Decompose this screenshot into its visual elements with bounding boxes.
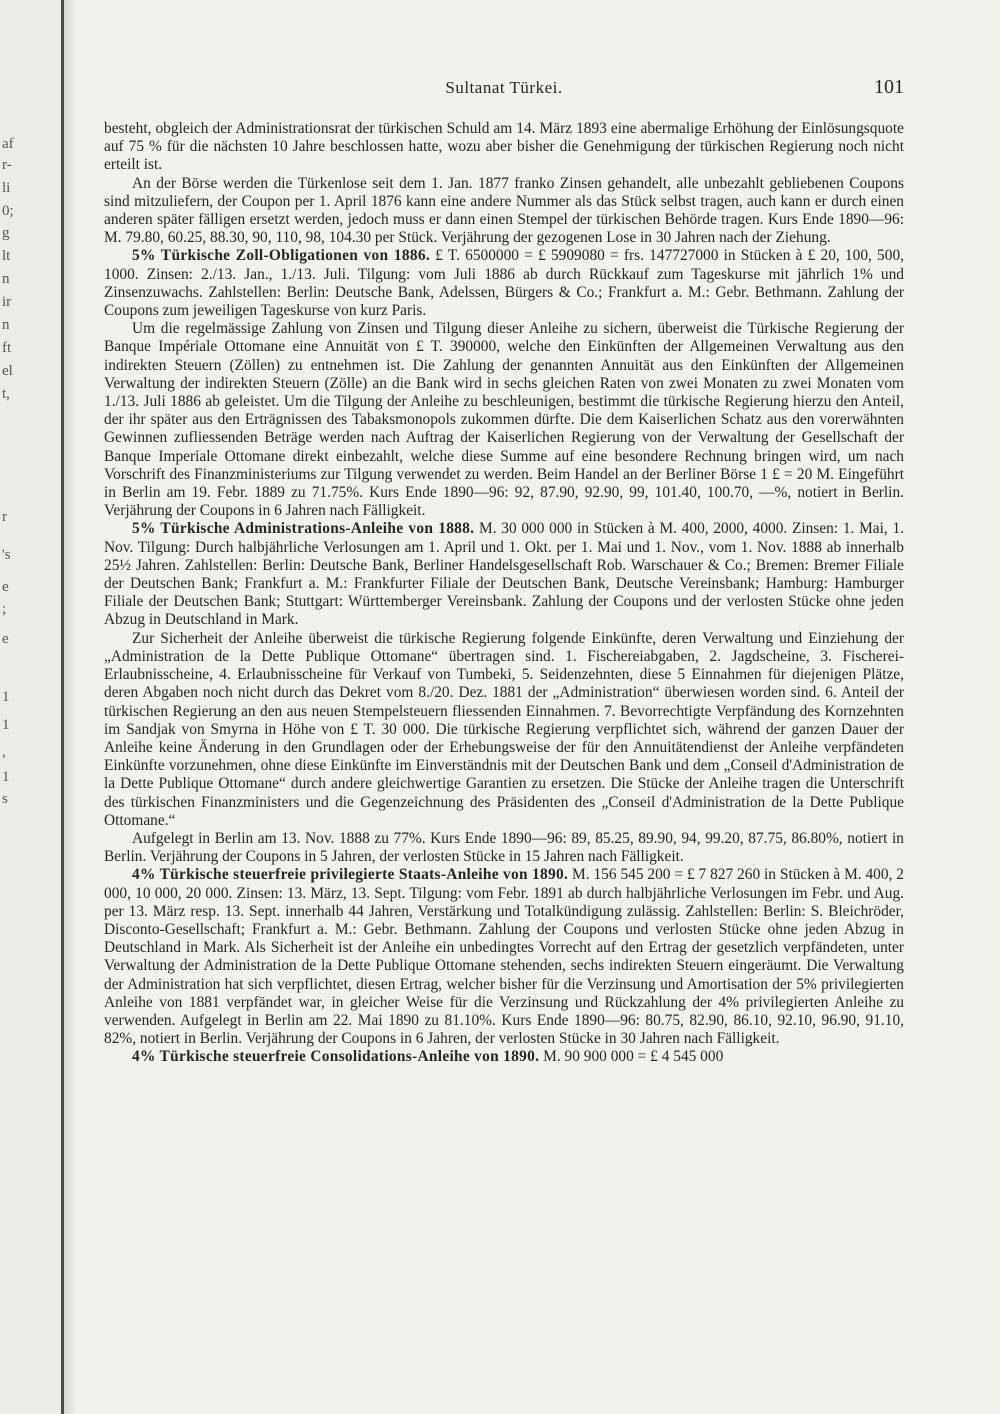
margin-fragment: 1 xyxy=(2,717,10,733)
margin-fragment: t, xyxy=(2,386,10,402)
gutter-shadow xyxy=(64,0,78,1414)
body-text xyxy=(104,120,904,1067)
paragraph-text: £ T. 6500000 = £ 5909080 = frs. 147727000 in Stücken à £ 20, 100, 500, 1000. Zinsen: 2./13. Jan., 1./13. Juli. Tilgung: vom Juli 1886 ab durch Rückkauf zum Tageskurse mit jährlich 1% und Zinsenzuwachs. Zahlstellen: Berlin: Deutsche Bank, Adelssen, Bürgers & Co.; Frankfurt a. M.: Gebr. Bethmann. Zahlung der Coupons zum jeweiligen Tageskurse von kurz Paris. xyxy=(104,247,904,320)
paragraph-text: M. 156 545 200 = £ 7 827 260 in Stücken à M. 400, 2 000, 10 000, 20 000. Zinsen: 13. März, 13. Sept. Tilgung: vom Febr. 1891 ab durch halbjährliche Verlosungen im Febr. und Aug. per 13. März resp. 13. Sept. innerhalb 44 Jahren, Verstärkung und Totalkündigung zulässig. Zahlstellen: Berlin: S. Bleichröder, Disconto-Gesellschaft; Frankfurt a. M.: Gebr. Bethmann. Zahlung der Coupons und verlosten Stücke ohne jeden Abzug in Deutschland in Mark. Als Sicherheit ist der Anleihe ein unbedingtes Vorrecht auf den Ertrag der gesetzlich verpfändeten, unter Verwaltung der Administration de la Dette Publique Ottomane stehenden, sechs indirekten Steuern eingeräumt. Die Verwaltung der Administration hat sich verpflichtet, diesen Ertrag, welcher bisher für die Verzinsung und Amortisation der 5% privilegierten Anleihe von 1881 verpfändet war, in gleicher Weise für die Verzinsung und Rückzahlung der 4% privilegierten Anleihe zu verwenden. Aufgelegt in Berlin am 22. Mai 1890 zu 81.10%. Kurs Ende 1890—96: 80.75, 82.90, 86.10, 92.10, 96.90, 91.10, 82%, notiert in Berlin. Verjährung der Coupons in 6 Jahren, der verlosten Stücke in 30 Jahren nach Fälligkeit. xyxy=(104,866,904,1048)
margin-fragment: 0; xyxy=(2,203,14,219)
adjacent-page-edge xyxy=(0,0,64,1414)
margin-fragment: li xyxy=(2,180,11,196)
section-heading: 4% Türkische steuerfreie privilegierte Staats-Anleihe von 1890. xyxy=(132,866,569,884)
margin-fragment: 1 xyxy=(2,689,10,705)
paragraph xyxy=(104,1048,904,1066)
margin-fragment: ft xyxy=(2,340,12,356)
paragraph xyxy=(104,175,904,248)
page-number: 101 xyxy=(874,76,904,98)
margin-fragment: n xyxy=(2,317,10,333)
page-title: Sultanat Türkei. xyxy=(445,78,563,97)
margin-fragment: r- xyxy=(2,157,12,173)
paragraph xyxy=(104,866,904,1048)
margin-fragment: g xyxy=(2,225,10,241)
margin-fragment: af xyxy=(2,136,14,152)
margin-fragment: el xyxy=(2,363,13,379)
paragraph-text: An der Börse werden die Türkenlose seit dem 1. Jan. 1877 franko Zinsen gehandelt, alle unbezahlt gebliebenen Coupons sind mitzuliefern, der Coupon per 1. April 1876 kann eine andere Nummer als das Stück selbst tragen, auch kann er durch einen anderen später fälligen ersetzt werden, jedoch muss er dann einen Stempel der türkischen Behörde tragen. Kurs Ende 1890—96: M. 79.80, 60.25, 88.30, 90, 110, 98, 104.30 per Stück. Verjährung der gezogenen Lose in 30 Jahren nach der Ziehung. xyxy=(104,174,904,247)
paragraph xyxy=(104,830,904,866)
paragraph xyxy=(104,630,904,830)
margin-fragment: e xyxy=(2,631,9,647)
margin-fragment: lt xyxy=(2,248,11,264)
section-heading: 5% Türkische Administrations-Anleihe von 1888. xyxy=(132,520,475,538)
margin-fragment: 1 xyxy=(2,769,10,785)
section-heading: 5% Türkische Zoll-Obligationen von 1886. xyxy=(132,247,431,265)
margin-fragment: s xyxy=(2,791,8,807)
paragraph-text: Um die regelmässige Zahlung von Zinsen und Tilgung dieser Anleihe zu sichern, überweist die Türkische Regierung der Banque Impériale Ottomane eine Annuität von £ T. 390000, welche den Einkünften der Allgemeinen Verwaltung aus den indirekten Steuern (Zöllen) zu entnehmen ist. Die Zahlung der genannten Annuität aus den Einkünften der Allgemeinen Verwaltung der indirekten Steuern (Zölle) an die Bank wird in sechs gleichen Raten von zwei Monaten zu zwei Monaten vom 1./13. Juli 1886 ab geleistet. Um die Tilgung der Anleihe zu beschleunigen, bestimmt die türkische Regierung hierzu den Anteil, der ihr später aus den Erträgnissen des Tabaksmonopols zukommen dürfte. Die dem Kaiserlichen Schatz aus den vorerwähnten Gewinnen zufliessenden Beträge werden nach Auftrag der Kaiserlichen Regierung von der Verwaltung der Gesellschaft der Banque Imperiale Ottomane direkt einbezahlt, welche diese Summe auf eine besondere Rechnung bringen wird, um nach Vorschrift des Finanzministeriums zur Tilgung verwendet zu werden. Beim Handel an der Berliner Börse 1 £ = 20 M. Eingeführt in Berlin am 19. Febr. 1889 zu 71.75%. Kurs Ende 1890—96: 92, 87.90, 92.90, 99, 101.40, 100.70, —%, notiert in Berlin. Verjährung der Coupons in 6 Jahren nach Fälligkeit. xyxy=(104,320,904,520)
paragraph xyxy=(104,320,904,520)
paragraph xyxy=(104,520,904,629)
paragraph-text: M. 90 900 000 = £ 4 545 000 xyxy=(539,1048,724,1066)
paragraph-text: M. 30 000 000 in Stücken à M. 400, 2000, 4000. Zinsen: 1. Mai, 1. Nov. Tilgung: Durch halbjährliche Verlosungen am 1. April und 1. Okt. per 1. Mai und 1. Nov., vom 1. Nov. 1888 ab innerhalb 25½ Jahren. Zahlstellen: Berlin: Deutsche Bank, Berliner Handelsgesellschaft Rob. Warschauer & Co.; Bremen: Bremer Filiale der Deutschen Bank; Frankfurt a. M.: Frankfurter Filiale der Deutschen Bank, Deutsche Vereinsbank; Hamburg: Hamburger Filiale der Deutschen Bank; Stuttgart: Württemberger Vereinsbank. Zahlung der Coupons und der verlosten Stücke ohne jeden Abzug in Deutschland in Mark. xyxy=(104,520,904,629)
running-header xyxy=(104,78,904,102)
paragraph-text: Zur Sicherheit der Anleihe überweist die türkische Regierung folgende Einkünfte, deren Verwaltung und Einziehung der „Administration de la Dette Publique Ottomane“ übertragen sind. 1. Fischereiabgaben, 2. Jagdscheine, 3. Fischerei-Erlaubnisscheine, 4. Erlaubnisscheine für Verkauf von Tumbeki, 5. Seidenzehnten, diese 5 Einnahmen für diejenigen Plätze, deren Abgaben noch nicht durch das Dekret vom 8./20. Dez. 1881 der „Administration“ überwiesen worden sind. 6. Anteil der türkischen Regierung an den aus neuen Stempelsteuern fliessenden Einnahmen. 7. Bevorrechtigte Verpfändung des Kornzehnten im Sandjak von Smyrna in Höhe von £ T. 30 000. Die türkische Regierung verpflichtet sich, während der ganzen Dauer der Anleihe keine Änderung in den Grundlagen oder der Erhebungsweise der für den Annuitätendienst der Anleihe verpfändeten Einkünfte vorzunehmen, ohne diese Einkünfte im Einverständnis mit der Deutschen Bank und dem „Conseil d'Administration de la Dette Publique Ottomane“ durch andere gleichwertige Garantien zu ersetzen. Die Stücke der Anleihe tragen die Unterschrift des türkischen Finanzministers und die Gegenzeichnung des Präsidenten des „Conseil d'Administration de la Dette Publique Ottomane.“ xyxy=(104,629,904,829)
section-heading: 4% Türkische steuerfreie Consolidations-Anleihe von 1890. xyxy=(132,1048,540,1066)
paragraph-text: besteht, obgleich der Administrationsrat der türkischen Schuld am 14. März 1893 eine abermalige Erhöhung der Einlösungsquote auf 75 % für die nächsten 10 Jahre beschlossen hatte, wozu aber bisher die Genehmigung der türkischen Regierung noch nicht erteilt ist. xyxy=(104,120,904,174)
paragraph-text: Aufgelegt in Berlin am 13. Nov. 1888 zu 77%. Kurs Ende 1890—96: 89, 85.25, 89.90, 94, 99.20, 87.75, 86.80%, notiert in Berlin. Verjährung der Coupons in 5 Jahren, der verlosten Stücke in 15 Jahren nach Fälligkeit. xyxy=(104,829,904,866)
margin-fragment: n xyxy=(2,271,10,287)
margin-fragment: 's xyxy=(2,547,11,563)
margin-fragment: e xyxy=(2,579,9,595)
margin-fragment: ; xyxy=(2,601,7,617)
margin-fragment: ir xyxy=(2,294,12,310)
paragraph xyxy=(104,247,904,320)
margin-fragment: r xyxy=(2,509,7,525)
paragraph xyxy=(104,120,904,175)
margin-fragment: , xyxy=(2,744,6,760)
